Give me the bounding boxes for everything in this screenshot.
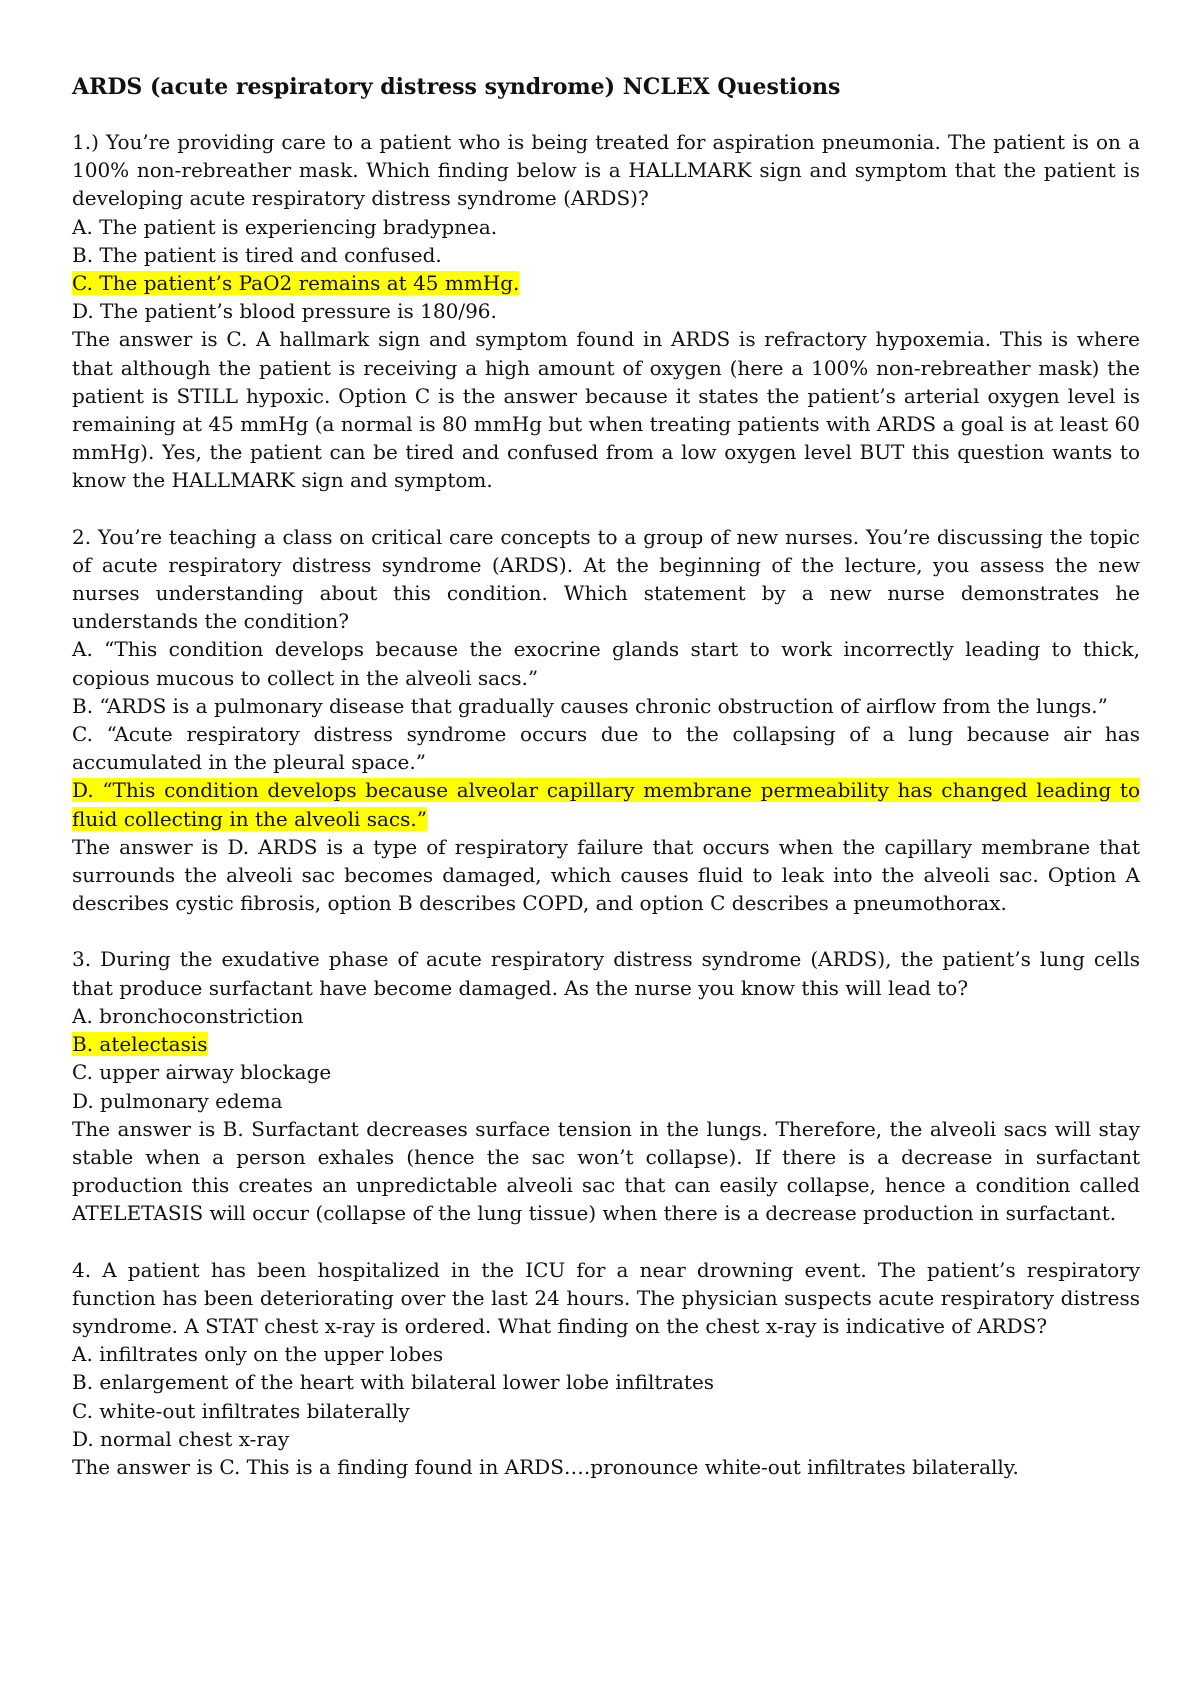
document-page [72, 70, 1140, 1509]
answer-options [72, 213, 1140, 326]
option-d [72, 297, 1140, 325]
option-text: B. “ARDS is a pulmonary disease that gradually causes chronic obstruction of airflow from the lungs.” [72, 693, 1108, 718]
highlighted-answer-text: C. The patient’s PaO2 remains at 45 mmHg. [72, 271, 520, 296]
option-a [72, 635, 1140, 691]
answer-explanation: The answer is D. ARDS is a type of respiratory failure that occurs when the capillary membrane that surrounds the alveoli sac becomes damaged, which causes fluid to leak into the alveoli sac. Option A describes cystic fibrosis, option B describes COPD, and option C describes a pneumothorax. [72, 834, 1140, 916]
question-stem: 1.) You’re providing care to a patient who is being treated for aspiration pneumonia. The patient is on a 100% non-rebreather mask. Which finding below is a HALLMARK sign and symptom that the patient is developing acute respiratory distress syndrome (ARDS)? [72, 130, 1140, 211]
option-c [72, 1397, 1140, 1425]
option-text: D. The patient’s blood pressure is 180/96. [72, 299, 497, 324]
question-3 [72, 945, 1140, 1227]
option-text: B. enlargement of the heart with bilateral lower lobe infiltrates [72, 1370, 715, 1395]
answer-options [72, 635, 1140, 832]
option-text: A. bronchoconstriction [72, 1003, 304, 1028]
option-c [72, 720, 1140, 776]
question-2 [72, 523, 1140, 918]
option-d [72, 1087, 1140, 1115]
option-text: D. pulmonary edema [72, 1088, 283, 1113]
option-b [72, 1368, 1140, 1396]
question-stem: 2. You’re teaching a class on critical care concepts to a group of new nurses. You’re discussing the topic of acute respiratory distress syndrome (ARDS). At the beginning of the lecture, you assess the new nurses understanding about this condition. Which statement by a new nurse demonstrates he understands the condition? [72, 524, 1140, 634]
answer-options [72, 1340, 1140, 1453]
answer-explanation: The answer is C. This is a finding found in ARDS….pronounce white-out infiltrates bilaterally. [72, 1454, 1019, 1479]
highlighted-answer-text: B. atelectasis [72, 1032, 208, 1057]
option-text: B. The patient is tired and confused. [72, 242, 442, 267]
option-text: C. upper airway blockage [72, 1060, 332, 1085]
option-d [72, 1425, 1140, 1453]
option-b [72, 692, 1140, 720]
question-stem: 4. A patient has been hospitalized in the ICU for a near drowning event. The patient’s respiratory function has been deteriorating over the last 24 hours. The physician suspects acute respiratory distress syndrome. A STAT chest x-ray is ordered. What finding on the chest x-ray is indicative of ARDS? [72, 1257, 1140, 1338]
question-1 [72, 128, 1140, 495]
option-a [72, 1002, 1140, 1030]
document-title: ARDS (acute respiratory distress syndrome) NCLEX Questions [72, 74, 841, 100]
option-text: C. white-out infiltrates bilaterally [72, 1398, 410, 1423]
option-text: A. “This condition develops because the exocrine glands start to work incorrectly leading to thick, copious mucous to collect in the alveoli sacs.” [72, 637, 1140, 690]
option-c [72, 1058, 1140, 1086]
option-text: A. The patient is experiencing bradypnea. [72, 214, 498, 239]
answer-explanation: The answer is C. A hallmark sign and symptom found in ARDS is refractory hypoxemia. This is where that although the patient is receiving a high amount of oxygen (here a 100% non-rebreather mask) the patient is STILL hypoxic. Option C is the answer because it states the patient’s arterial oxygen level is remaining at 45 mmHg (a normal is 80 mmHg but when treating patients with ARDS a goal is at least 60 mmHg). Yes, the patient can be tired and confused from a low oxygen level BUT this question wants to know the HALLMARK sign and symptom. [72, 327, 1140, 493]
option-b-correct-answer [72, 1030, 1140, 1058]
option-text: A. infiltrates only on the upper lobes [72, 1342, 444, 1367]
option-text: C. “Acute respiratory distress syndrome occurs due to the collapsing of a lung because air has accumulated in the pleural space.” [72, 722, 1140, 775]
option-b [72, 241, 1140, 269]
highlighted-answer-text: D. “This condition develops because alveolar capillary membrane permeability has changed leading to fluid collecting in the alveoli sacs.” [72, 778, 1140, 831]
option-c-correct-answer [72, 269, 1140, 297]
option-text: D. normal chest x-ray [72, 1426, 290, 1451]
question-stem: 3. During the exudative phase of acute respiratory distress syndrome (ARDS), the patient’s lung cells that produce surfactant have become damaged. As the nurse you know this will lead to? [72, 947, 1140, 1000]
option-a [72, 213, 1140, 241]
option-d-correct-answer [72, 776, 1140, 832]
answer-explanation: The answer is B. Surfactant decreases surface tension in the lungs. Therefore, the alveoli sacs will stay stable when a person exhales (hence the sac won’t collapse). If there is a decrease in surfactant production this creates an unpredictable alveoli sac that can easily collapse, hence a condition called ATELETASIS will occur (collapse of the lung tissue) when there is a decrease production in surfactant. [72, 1116, 1140, 1226]
question-4 [72, 1256, 1140, 1482]
option-a [72, 1340, 1140, 1368]
answer-options [72, 1002, 1140, 1115]
